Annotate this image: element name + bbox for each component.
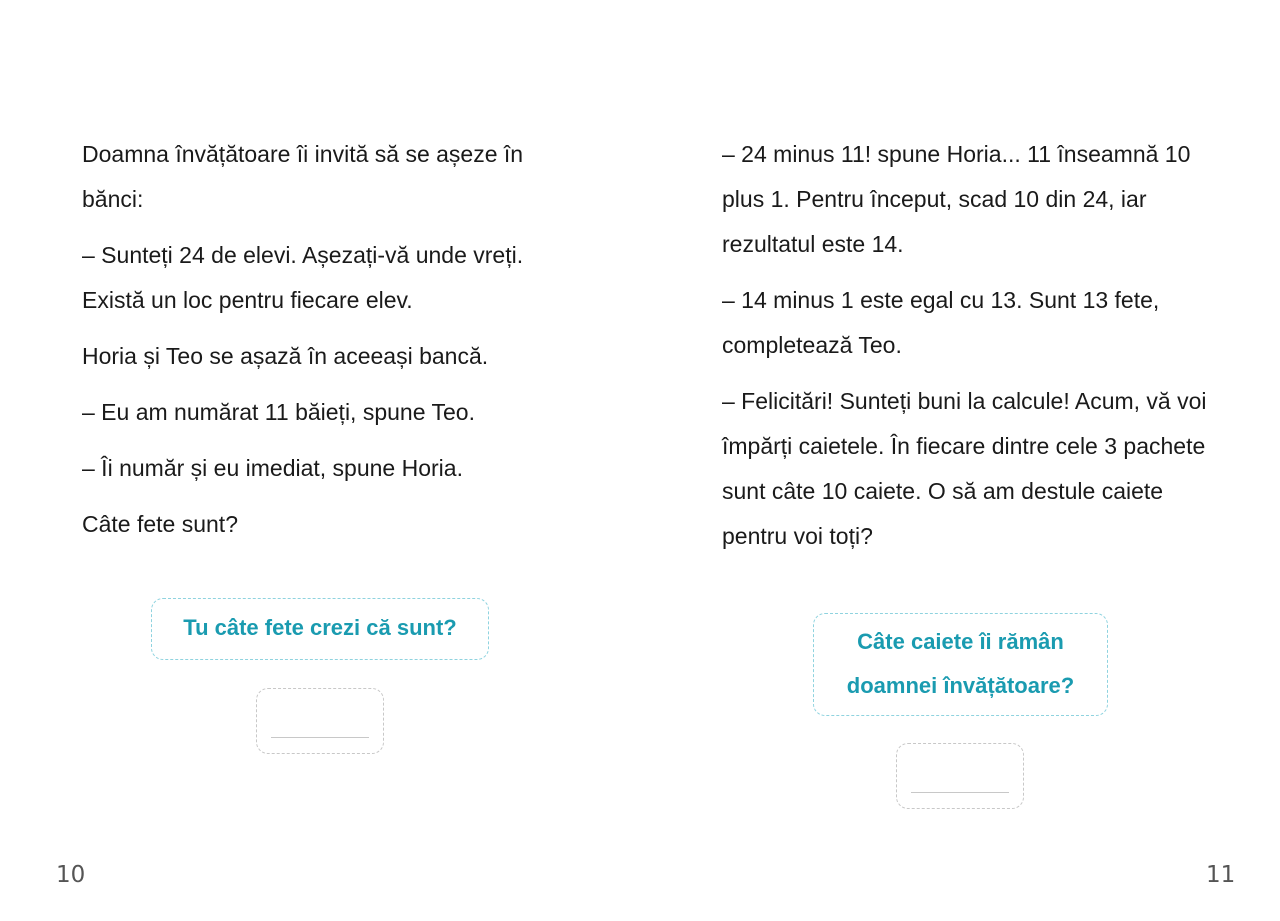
paragraph: – Felicitări! Sunteți buni la calcule! Acum, vă voi împărți caietele. În fiecare dintre cele 3 pachete sunt câte 10 caiete. O să am destule caiete pentru voi toți? <box>722 388 1207 549</box>
paragraph: – 24 minus 11! spune Horia... 11 înseamnă 10 plus 1. Pentru început, scad 10 din 24, iar rezultatul este 14. <box>722 141 1191 257</box>
right-page <box>640 0 1280 921</box>
page-number: 10 <box>56 862 86 888</box>
question-box <box>813 613 1108 716</box>
story-text-right <box>722 132 1222 570</box>
answer-box[interactable] <box>896 743 1024 809</box>
paragraph: – Îi număr și eu imediat, spune Horia. <box>82 455 463 481</box>
question-box: Tu câte fete crezi că sunt? <box>151 598 489 660</box>
paragraph: Doamna învățătoare îi invită să se așeze în bănci: <box>82 141 524 212</box>
paragraph: – Sunteți 24 de elevi. Așezați-vă unde vreți. Există un loc pentru fiecare elev. <box>82 242 524 313</box>
answer-line <box>271 737 369 738</box>
paragraph: Câte fete sunt? <box>82 511 238 537</box>
page-number: 11 <box>1206 862 1236 888</box>
paragraph: – Eu am numărat 11 băieți, spune Teo. <box>82 399 475 425</box>
answer-box[interactable] <box>256 688 384 754</box>
paragraph: Horia și Teo se așază în aceeași bancă. <box>82 343 489 369</box>
paragraph: – 14 minus 1 este egal cu 13. Sunt 13 fete, completează Teo. <box>722 287 1160 358</box>
story-text-left <box>82 132 582 558</box>
answer-line <box>911 792 1009 793</box>
question-line: Câte caiete îi rămân <box>857 629 1064 654</box>
question-line: doamnei învățătoare? <box>846 673 1075 698</box>
